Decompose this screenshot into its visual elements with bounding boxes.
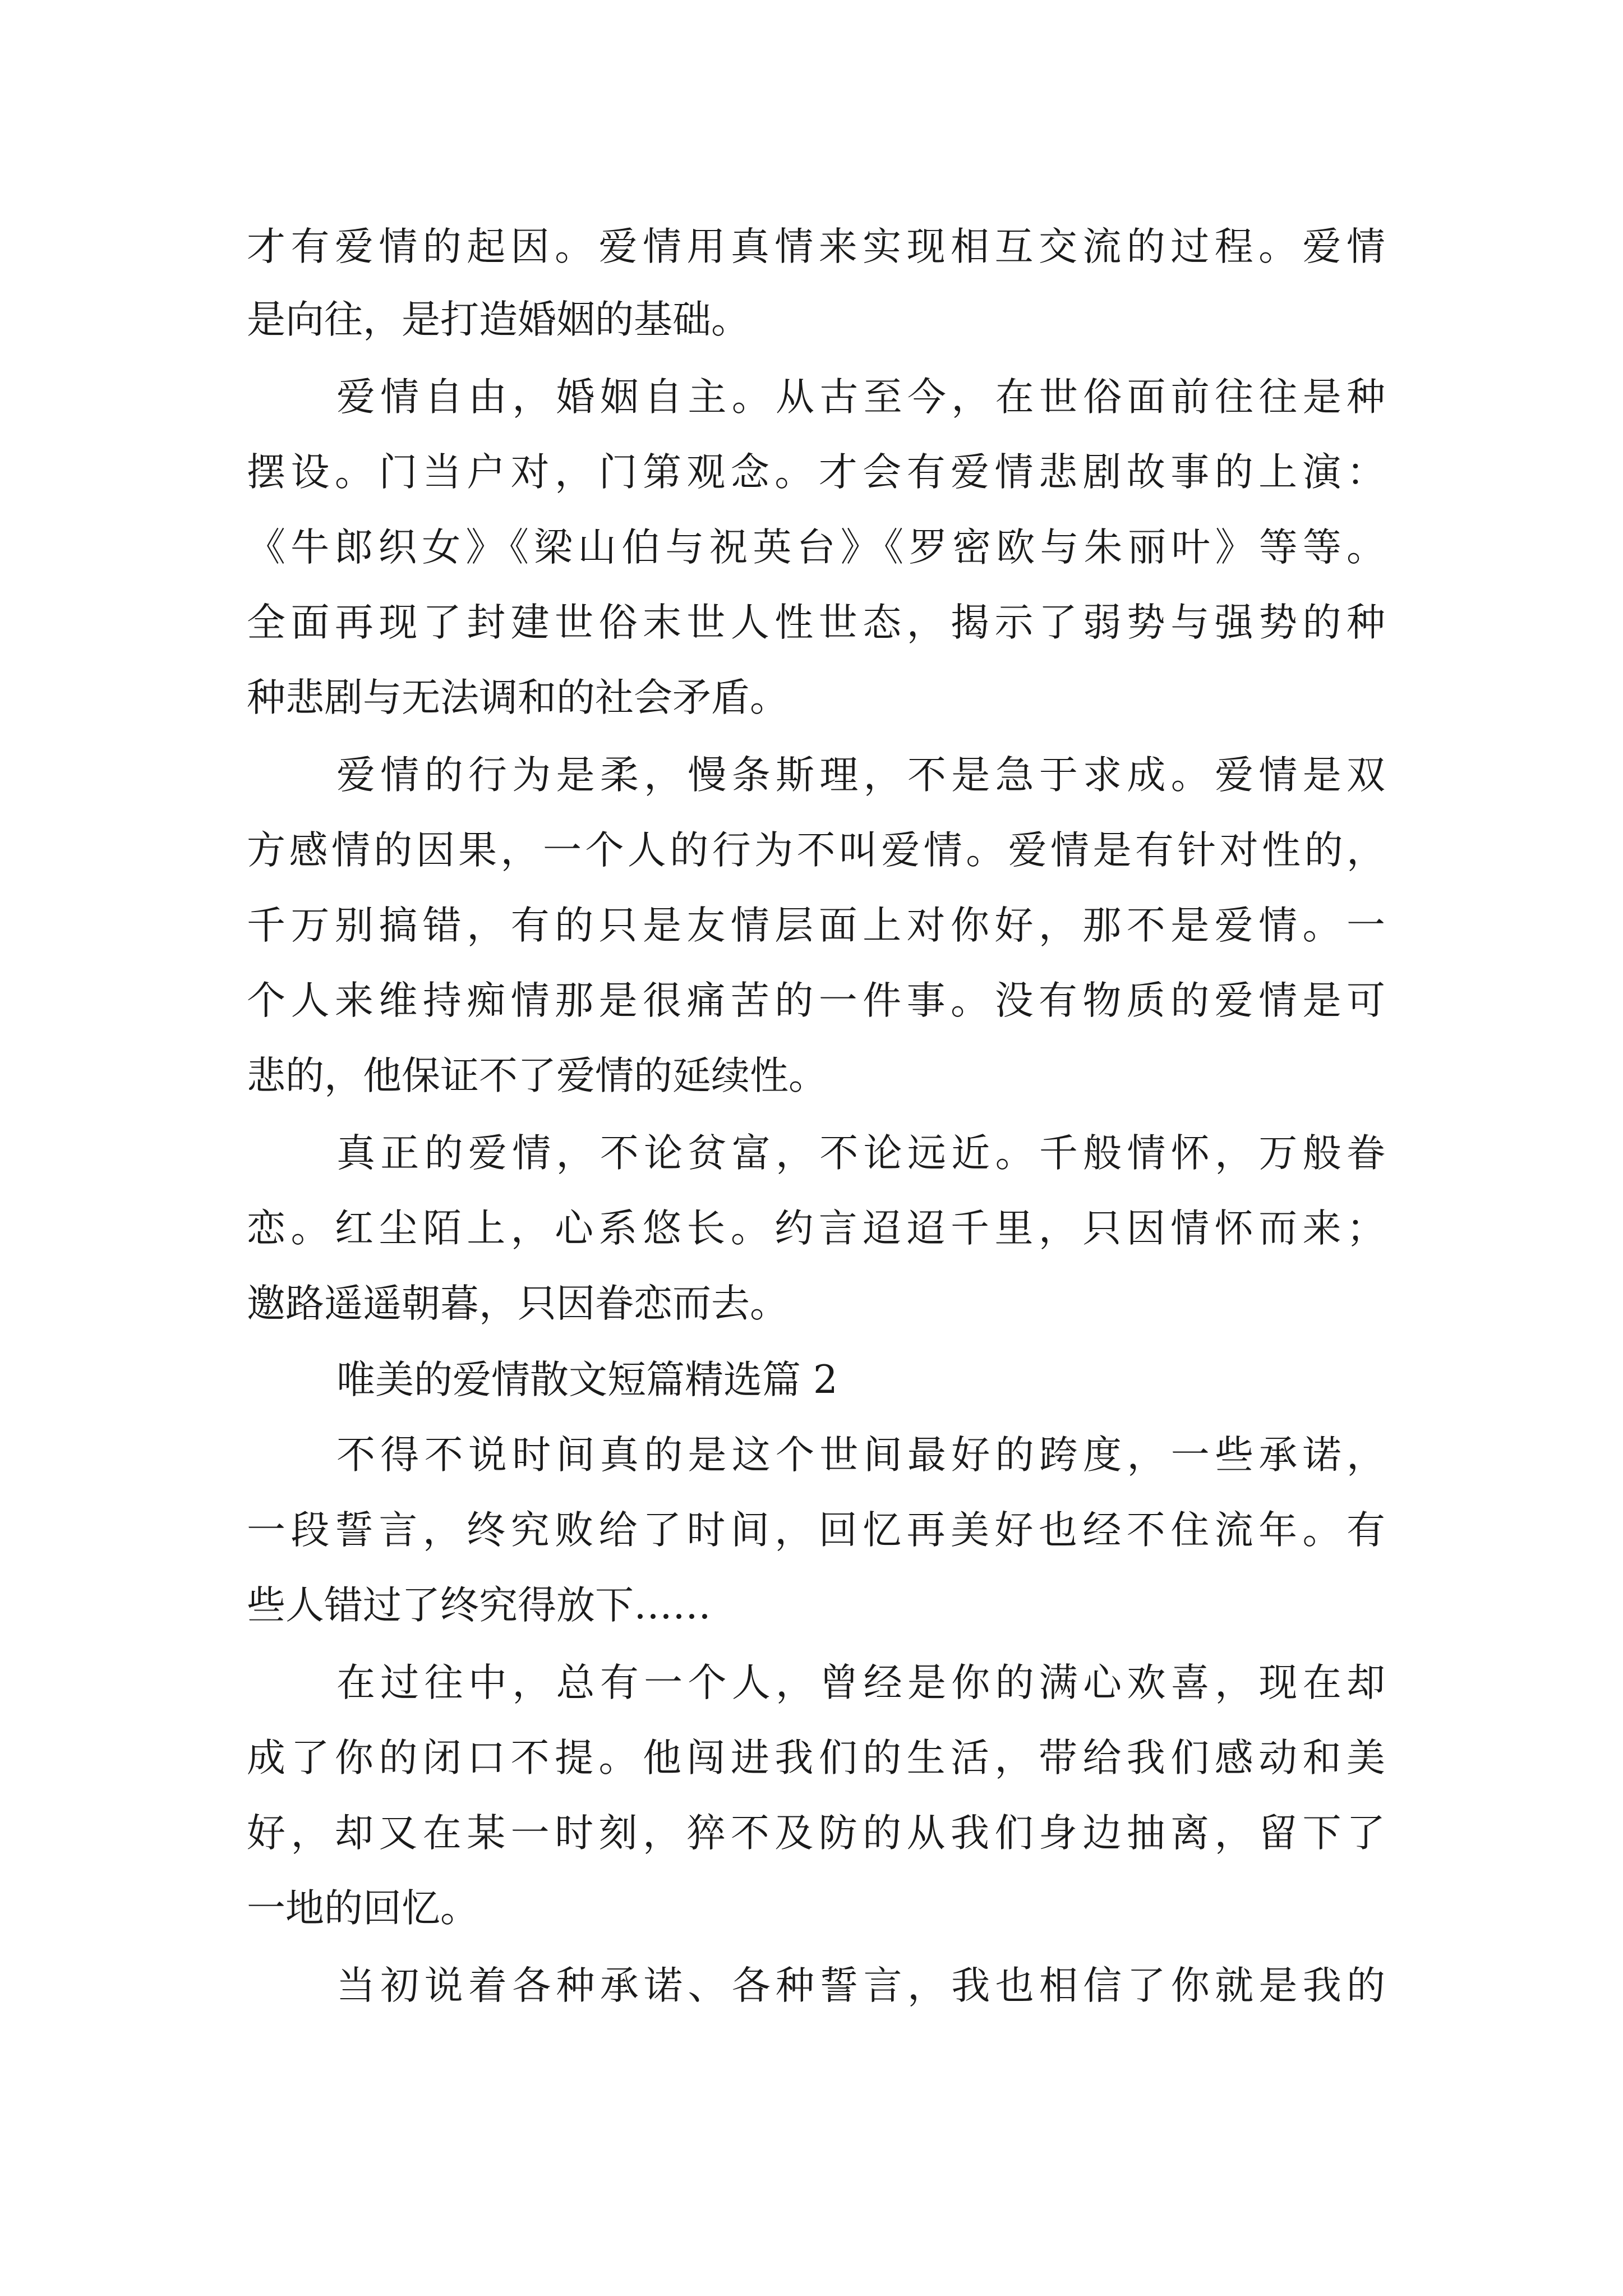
text-line: 悲的，他保证不了爱情的延续性。 — [247, 1053, 827, 1098]
text-line: 千万别搞错，有的只是友情层面上对你好，那不是爱情。一 — [247, 903, 1385, 948]
text-line: 成了你的闭口不提。他闯进我们的生活，带给我们感动和美 — [247, 1736, 1385, 1780]
paragraph-start-line: 爱情的行为是柔，慢条斯理，不是急于求成。爱情是双 — [336, 753, 1385, 798]
text-line: 一地的回忆。 — [247, 1886, 479, 1931]
section-heading: 唯美的爱情散文短篇精选篇 2 — [336, 1358, 838, 1402]
paragraph-start-line: 真正的爱情，不论贫富，不论远近。千般情怀，万般眷 — [336, 1131, 1385, 1176]
paragraph-start-line: 当初说着各种承诺、各种誓言，我也相信了你就是我的 — [336, 1963, 1385, 2008]
text-line: 摆设。门当户对，门第观念。才会有爱情悲剧故事的上演： — [247, 450, 1385, 495]
text-line: 一段誓言，终究败给了时间，回忆再美好也经不住流年。有 — [247, 1508, 1385, 1553]
text-line: 才有爱情的起因。爱情用真情来实现相互交流的过程。爱情 — [247, 224, 1385, 269]
text-line: 种悲剧与无法调和的社会矛盾。 — [247, 675, 789, 720]
text-line: 方感情的因果，一个人的行为不叫爱情。爱情是有针对性的， — [247, 828, 1385, 873]
text-line: 好，却又在某一时刻，猝不及防的从我们身边抽离，留下了 — [247, 1811, 1385, 1856]
paragraph-start-line: 爱情自由，婚姻自主。从古至今，在世俗面前往往是种 — [336, 375, 1385, 420]
text-line: 是向往，是打造婚姻的基础。 — [247, 297, 750, 342]
text-line: 些人错过了终究得放下…… — [247, 1583, 711, 1628]
paragraph-start-line: 不得不说时间真的是这个世间最好的跨度，一些承诺， — [336, 1433, 1385, 1478]
text-line: 恋。红尘陌上，心系悠长。约言迢迢千里，只因情怀而来； — [247, 1206, 1385, 1251]
text-line: 个人来维持痴情那是很痛苦的一件事。没有物质的爱情是可 — [247, 978, 1385, 1023]
text-line: 邀路遥遥朝暮，只因眷恋而去。 — [247, 1281, 789, 1326]
paragraph-start-line: 在过往中，总有一个人，曾经是你的满心欢喜，现在却 — [336, 1660, 1385, 1705]
text-line: 全面再现了封建世俗末世人性世态，揭示了弱势与强势的种 — [247, 600, 1385, 645]
text-line: 《牛郎织女》《梁山伯与祝英台》《罗密欧与朱丽叶》等等。 — [247, 525, 1385, 570]
